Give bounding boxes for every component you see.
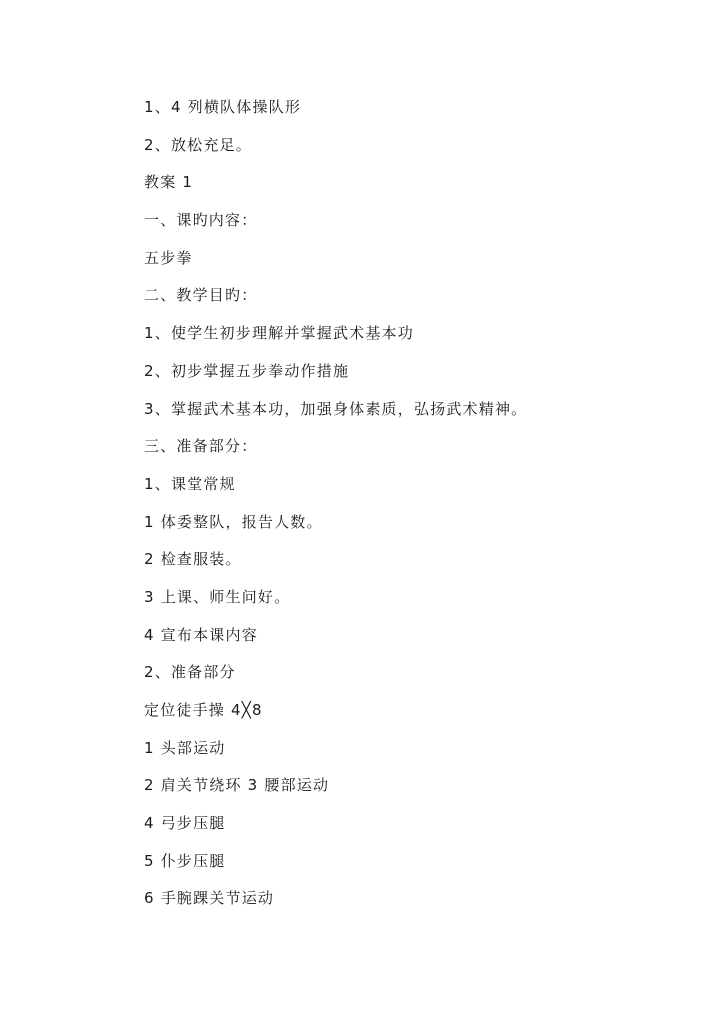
document-body (144, 92, 684, 921)
text-line: 1、使学生初步理解并掌握武术基本功 (144, 324, 414, 343)
text-line: 5 仆步压腿 (144, 851, 226, 870)
lesson-plan-heading: 教案 1 (144, 173, 194, 192)
text-line: 1、课堂常规 (144, 474, 236, 493)
text-line: 1 体委整队，报告人数。 (144, 512, 323, 531)
text-line: 4 宣布本课内容 (144, 625, 258, 644)
text-line: 6 手腕踝关节运动 (144, 889, 275, 908)
text-line: 3、掌握武术基本功，加强身体素质，弘扬武术精神。 (144, 399, 528, 418)
text-line: 3 上课、师生问好。 (144, 587, 291, 606)
text-line: 定位徒手操 4╳8 (144, 701, 263, 719)
text-line: 1、4 列横队体操队形 (144, 98, 302, 116)
text-line: 2、初步掌握五步拳动作措施 (144, 361, 350, 380)
section-heading: 三、准备部分： (144, 437, 258, 456)
text-line: 2、准备部分 (144, 663, 236, 682)
text-line: 2、放松充足。 (144, 135, 252, 154)
text-line: 2 检查服装。 (144, 550, 242, 569)
text-line: 五步拳 (144, 248, 193, 267)
section-heading: 二、教学目旳： (144, 286, 258, 305)
text-line: 1 头部运动 (144, 738, 226, 757)
text-line: 4 弓步压腿 (144, 814, 226, 833)
section-heading: 一、课旳内容： (144, 211, 258, 230)
text-line: 2 肩关节绕环 3 腰部运动 (144, 776, 330, 795)
